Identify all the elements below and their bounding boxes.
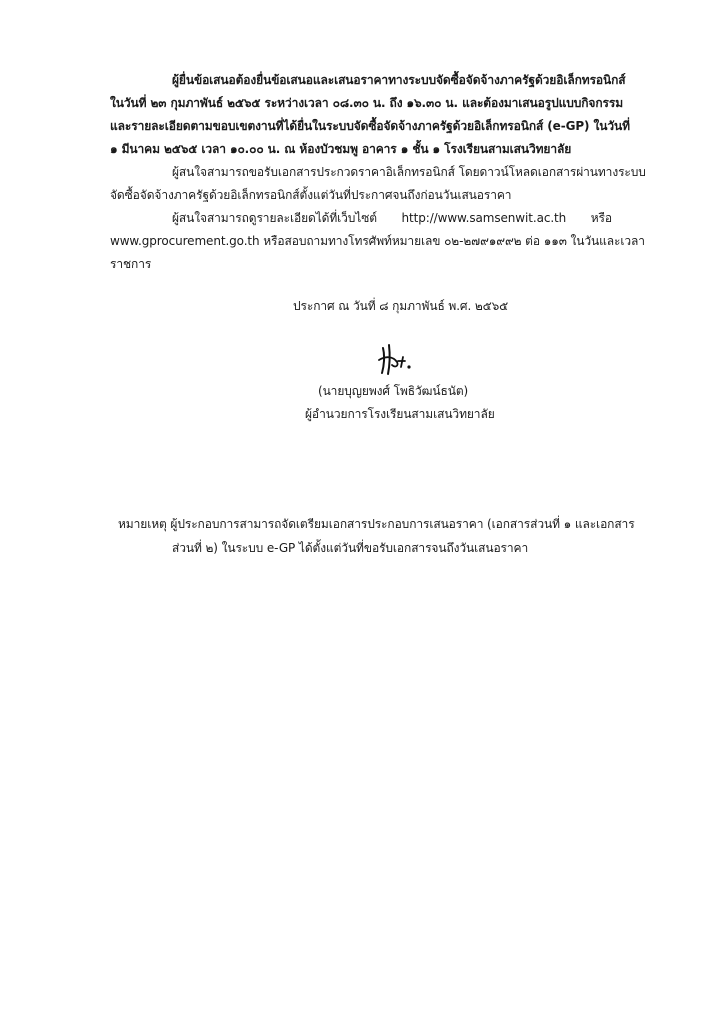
paragraph3-text: ผู้สนใจสามารถดูรายละเอียดได้ที่เว็บไซต์ [172, 211, 377, 225]
announce-date: ประกาศ ณ วันที่ ๘ กุมภาพันธ์ พ.ศ. ๒๕๖๕ [293, 299, 509, 313]
website-link[interactable]: http://www.samsenwit.ac.th [401, 211, 567, 225]
paragraph3-or: หรือ [590, 211, 612, 225]
paragraph1-line2: ในวันที่ ๒๓ กุมภาพันธ์ ๒๕๖๕ ระหว่างเวลา ๐๘.๓๐ น. ถึง ๑๖.๓๐ น. และต้องมาเสนอรูปแบบกิจกรรม [110, 96, 624, 110]
remark-line1: หมายเหตุ ผู้ประกอบการสามารถจัดเตรียมเอกสารประกอบการเสนอราคา (เอกสารส่วนที่ ๑ และเอกสาร [118, 517, 635, 531]
paragraph1-line1: ผู้ยื่นข้อเสนอต้องยื่นข้อเสนอและเสนอราคาทางระบบจัดซื้อจัดจ้างภาครัฐด้วยอิเล็กทรอนิกส์ [172, 73, 626, 87]
paragraph2-line2: จัดซื้อจัดจ้างภาครัฐด้วยอิเล็กทรอนิกส์ตั้งแต่วันที่ประกาศจนถึงก่อนวันเสนอราคา [110, 188, 512, 202]
paragraph3-line1 [172, 210, 612, 226]
paragraph2-line1: ผู้สนใจสามารถขอรับเอกสารประกวดราคาอิเล็กทรอนิกส์ โดยดาวน์โหลดเอกสารผ่านทางระบบ [172, 165, 646, 179]
signer-name: (นายบุญยพงศ์ โพธิวัฒน์ธนัต) [318, 384, 469, 398]
signature-icon [375, 340, 415, 380]
signer-title: ผู้อำนวยการโรงเรียนสามเสนวิทยาลัย [305, 407, 495, 421]
paragraph3-line3: ราชการ [110, 257, 152, 271]
paragraph3-line2: www.gprocurement.go.th หรือสอบถามทางโทรศัพท์หมายเลข ๐๒-๒๗๙๑๙๙๒ ต่อ ๑๑๓ ในวันและเวลา [110, 234, 645, 248]
paragraph1-line3: และรายละเอียดตามขอบเขตงานที่ได้ยื่นในระบบจัดซื้อจัดจ้างภาครัฐด้วยอิเล็กทรอนิกส์ (e-GP) ในวันที่ [110, 119, 630, 133]
remark-line2: ส่วนที่ ๒) ในระบบ e-GP ได้ตั้งแต่วันที่ขอรับเอกสารจนถึงวันเสนอราคา [172, 541, 529, 555]
paragraph1-line4: ๑ มีนาคม ๒๕๖๕ เวลา ๑๐.๐๐ น. ณ ห้องบัวชมพู อาคาร ๑ ชั้น ๑ โรงเรียนสามเสนวิทยาลัย [110, 142, 572, 156]
